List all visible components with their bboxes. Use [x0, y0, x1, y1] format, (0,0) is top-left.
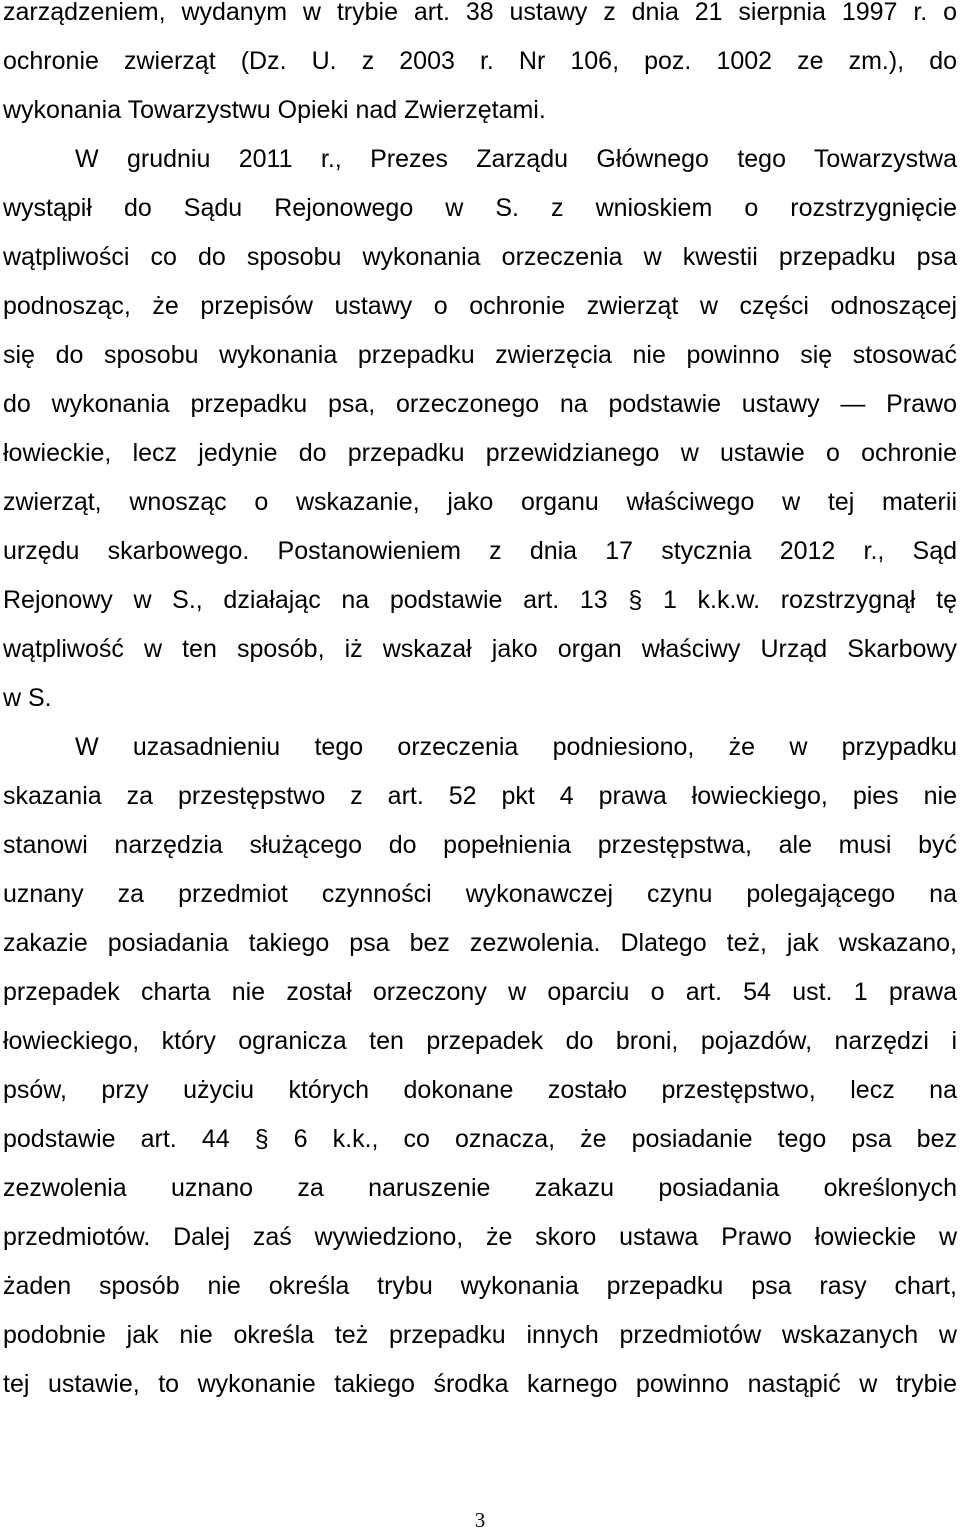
- text-line: wykonania Towarzystwu Opieki nad Zwierzętami.: [3, 96, 546, 124]
- text-line: skazania za przestępstwo z art. 52 pkt 4 prawa łowieckiego, pies nie: [3, 782, 957, 810]
- text-line: łowieckiego, który ogranicza ten przepadek do broni, pojazdów, narzędzi i: [3, 1027, 957, 1055]
- text-line: zezwolenia uznano za naruszenie zakazu posiadania określonych: [3, 1174, 957, 1202]
- text-line: podobnie jak nie określa też przepadku innych przedmiotów wskazanych w: [3, 1321, 957, 1349]
- text-line: się do sposobu wykonania przepadku zwierzęcia nie powinno się stosować: [3, 341, 957, 369]
- text-line: tej ustawie, to wykonanie takiego środka karnego powinno nastąpić w trybie: [3, 1370, 957, 1398]
- paragraph-start-line: W grudniu 2011 r., Prezes Zarządu Głównego tego Towarzystwa: [75, 145, 957, 173]
- text-line: podstawie art. 44 § 6 k.k., co oznacza, że posiadanie tego psa bez: [3, 1125, 957, 1153]
- text-line: stanowi narzędzia służącego do popełnienia przestępstwa, ale musi być: [3, 831, 957, 859]
- text-line: w S.: [3, 684, 52, 712]
- text-line: ochronie zwierząt (Dz. U. z 2003 r. Nr 106, poz. 1002 ze zm.), do: [3, 47, 957, 75]
- text-line: Rejonowy w S., działając na podstawie art. 13 § 1 k.k.w. rozstrzygnął tę: [3, 586, 957, 614]
- paragraph-start-line: W uzasadnieniu tego orzeczenia podniesiono, że w przypadku: [75, 733, 957, 761]
- text-line: zwierząt, wnosząc o wskazanie, jako organu właściwego w tej materii: [3, 488, 957, 516]
- text-line: wystąpił do Sądu Rejonowego w S. z wnioskiem o rozstrzygnięcie: [3, 194, 957, 222]
- text-line: podnosząc, że przepisów ustawy o ochronie zwierząt w części odnoszącej: [3, 292, 957, 320]
- text-line: do wykonania przepadku psa, orzeczonego na podstawie ustawy — Prawo: [3, 390, 957, 418]
- text-line: wątpliwość w ten sposób, iż wskazał jako organ właściwy Urząd Skarbowy: [3, 635, 957, 663]
- text-line: wątpliwości co do sposobu wykonania orzeczenia w kwestii przepadku psa: [3, 243, 957, 271]
- text-line: psów, przy użyciu których dokonane zostało przestępstwo, lecz na: [3, 1076, 957, 1104]
- text-line: zarządzeniem, wydanym w trybie art. 38 ustawy z dnia 21 sierpnia 1997 r. o: [3, 0, 957, 26]
- text-line: zakazie posiadania takiego psa bez zezwolenia. Dlatego też, jak wskazano,: [3, 929, 957, 957]
- text-line: żaden sposób nie określa trybu wykonania przepadku psa rasy chart,: [3, 1272, 957, 1300]
- text-line: uznany za przedmiot czynności wykonawczej czynu polegającego na: [3, 880, 957, 908]
- text-line: łowieckie, lecz jedynie do przepadku przewidzianego w ustawie o ochronie: [3, 439, 957, 467]
- text-line: urzędu skarbowego. Postanowieniem z dnia 17 stycznia 2012 r., Sąd: [3, 537, 957, 565]
- text-line: przedmiotów. Dalej zaś wywiedziono, że skoro ustawa Prawo łowieckie w: [3, 1223, 957, 1251]
- text-line: przepadek charta nie został orzeczony w oparciu o art. 54 ust. 1 prawa: [3, 978, 957, 1006]
- page-number: 3: [474, 1508, 486, 1532]
